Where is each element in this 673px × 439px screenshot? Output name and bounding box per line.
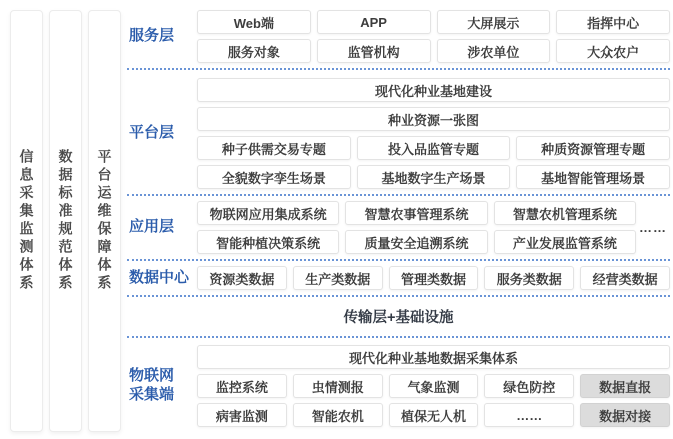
dashed-separator xyxy=(127,259,670,261)
pillar-data-standard-spec xyxy=(49,10,82,432)
node-smart-machinery-mgmt-system: 智慧农机管理系统 xyxy=(494,201,636,225)
node-resource-data: 资源类数据 xyxy=(197,266,287,290)
application-ellipsis: …… xyxy=(639,220,667,235)
node-digital-production-scene: 基地数字生产场景 xyxy=(357,165,511,189)
layer-label-iot-collection xyxy=(127,367,197,405)
section-iot-collection xyxy=(127,343,670,427)
node-germplasm-mgmt-topic: 种质资源管理专题 xyxy=(516,136,670,160)
layer-label-platform: 平台层 xyxy=(129,124,175,142)
section-service-layer xyxy=(127,10,670,63)
layer-label-application: 应用层 xyxy=(129,218,175,236)
pillar-label: 数据标准规范体系 xyxy=(57,149,74,293)
node-regulator: 监管机构 xyxy=(317,39,431,63)
node-input-supervision-topic: 投入品监管专题 xyxy=(357,136,511,160)
application-content xyxy=(197,201,670,254)
node-monitoring-system: 监控系统 xyxy=(197,374,287,398)
data-center-row xyxy=(197,266,670,290)
node-disease-monitoring: 病害监测 xyxy=(197,403,287,427)
node-smart-farming-mgmt-system: 智慧农事管理系统 xyxy=(345,201,487,225)
platform-row-1 xyxy=(197,136,670,160)
section-platform-layer xyxy=(127,78,670,189)
iot-row-2 xyxy=(197,403,670,427)
data-center-content xyxy=(197,266,670,290)
node-data-direct-report: 数据直报 xyxy=(580,374,670,398)
layer-label-service: 服务层 xyxy=(129,27,175,45)
pillar-label: 信息采集监测体系 xyxy=(18,149,35,293)
service-row-2 xyxy=(197,39,670,63)
layer-label-data-center: 数据中心 xyxy=(129,268,190,286)
node-industry-supervision-system: 产业发展监管系统 xyxy=(494,230,636,254)
node-big-screen: 大屏展示 xyxy=(437,10,551,34)
platform-banner-row-2 xyxy=(197,107,670,131)
transport-infrastructure-band: 传输层+基础设施 xyxy=(343,310,454,326)
dashed-separator xyxy=(127,68,670,70)
node-farmers: 大众农户 xyxy=(556,39,670,63)
node-seed-resource-one-map: 种业资源一张图 xyxy=(197,107,670,131)
node-digital-twin-scene: 全貌数字孪生场景 xyxy=(197,165,351,189)
pillar-group xyxy=(10,10,121,432)
node-green-prevention: 绿色防控 xyxy=(484,374,574,398)
application-wrap xyxy=(197,201,670,254)
node-more-ellipsis: …… xyxy=(484,403,574,427)
service-row-1 xyxy=(197,10,670,34)
node-web-client: Web端 xyxy=(197,10,311,34)
platform-content xyxy=(197,78,670,189)
node-seed-base-data-collection-system: 现代化种业基地数据采集体系 xyxy=(197,345,670,369)
platform-banner-row-1 xyxy=(197,78,670,102)
node-service-data: 服务类数据 xyxy=(484,266,574,290)
node-agri-unit: 涉农单位 xyxy=(437,39,551,63)
node-modern-seed-base-construction: 现代化种业基地建设 xyxy=(197,78,670,102)
node-command-center: 指挥中心 xyxy=(556,10,670,34)
node-pest-forecast: 虫情测报 xyxy=(293,374,383,398)
section-application-layer xyxy=(127,201,670,254)
node-iot-integration-system: 物联网应用集成系统 xyxy=(197,201,339,225)
node-operation-data: 经营类数据 xyxy=(580,266,670,290)
application-row-2 xyxy=(197,230,636,254)
platform-row-2 xyxy=(197,165,670,189)
node-weather-monitoring: 气象监测 xyxy=(389,374,479,398)
node-seed-supply-trade-topic: 种子供需交易专题 xyxy=(197,136,351,160)
pillar-platform-ops-guarantee xyxy=(88,10,121,432)
iot-row-1 xyxy=(197,374,670,398)
node-production-data: 生产类数据 xyxy=(293,266,383,290)
node-smart-mgmt-scene: 基地智能管理场景 xyxy=(516,165,670,189)
iot-banner-row xyxy=(197,345,670,369)
application-rows xyxy=(197,201,636,254)
iot-content xyxy=(197,345,670,427)
dashed-separator xyxy=(127,295,670,297)
service-content xyxy=(197,10,670,63)
iot-label-line2: 采集端 xyxy=(129,386,175,403)
node-data-interface: 数据对接 xyxy=(580,403,670,427)
pillar-label: 平台运维保障体系 xyxy=(96,149,113,293)
node-management-data: 管理类数据 xyxy=(389,266,479,290)
section-data-center xyxy=(127,266,670,290)
node-service-target: 服务对象 xyxy=(197,39,311,63)
node-app: APP xyxy=(317,10,431,34)
iot-label-line1: 物联网 xyxy=(129,367,175,385)
pillar-info-collection-monitoring xyxy=(10,10,43,432)
node-smart-planting-decision-system: 智能种植决策系统 xyxy=(197,230,339,254)
application-row-1 xyxy=(197,201,636,225)
node-smart-machinery: 智能农机 xyxy=(293,403,383,427)
dashed-separator xyxy=(127,194,670,196)
node-plant-protection-drone: 植保无人机 xyxy=(389,403,479,427)
dashed-separator xyxy=(127,336,670,338)
node-quality-trace-system: 质量安全追溯系统 xyxy=(345,230,487,254)
layer-stack xyxy=(127,10,670,432)
